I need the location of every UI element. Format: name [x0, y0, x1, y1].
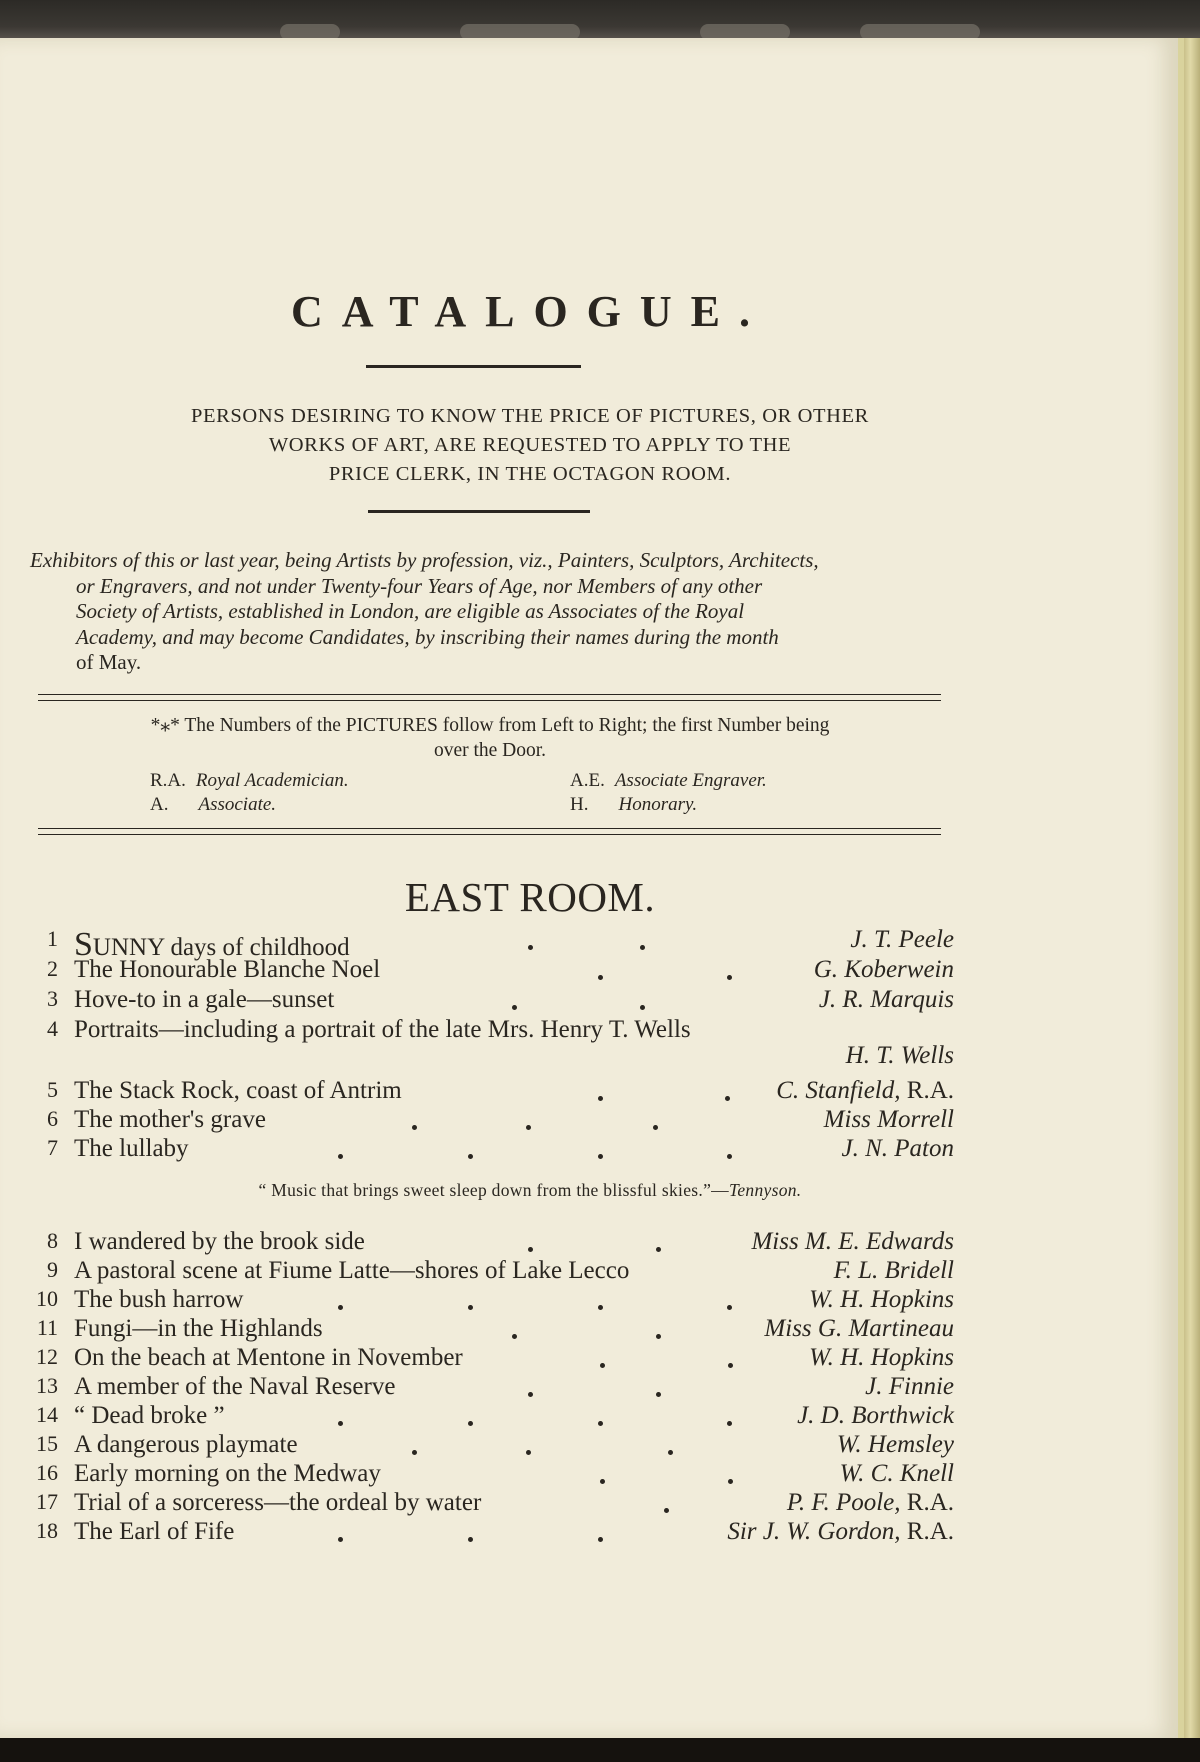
entry-number: 16 [36, 1460, 58, 1485]
entry-number: 11 [36, 1315, 58, 1340]
entry-artist: Miss G. Martineau [764, 1315, 954, 1342]
catalogue-entry [0, 1373, 960, 1403]
entry-title: “ Dead broke ” [74, 1402, 225, 1429]
entry-title: Portraits—including a portrait of the late Mrs. Henry T. Wells [74, 1016, 691, 1043]
entry-artist: C. Stanfield, R.A. [776, 1077, 954, 1104]
catalogue-entry [0, 1402, 960, 1432]
catalogue-entry [0, 1460, 960, 1490]
catalogue-entry [0, 1286, 960, 1316]
entry-artist: P. F. Poole, R.A. [786, 1489, 954, 1516]
catalogue-entry [0, 1518, 960, 1548]
entry-title: A member of the Naval Reserve [74, 1373, 396, 1400]
entry-number: 10 [36, 1286, 58, 1311]
entry-number: 2 [47, 956, 58, 981]
entry-number: 18 [36, 1518, 58, 1543]
price-notice [0, 402, 1060, 489]
catalogue-entry [0, 1257, 960, 1287]
quote-text: “ Music that brings sweet sleep down from the blissful skies.”— [258, 1180, 729, 1200]
quote-author: Tennyson. [728, 1180, 802, 1200]
catalogue-entry [0, 926, 960, 963]
exhibitors-line: Exhibitors of this or last year, being Artists by profession, viz., Painters, Sculptors, Architects, [30, 548, 819, 572]
entry-title: Hove-to in a gale—sunset [74, 986, 335, 1013]
entry-title: Early morning on the Medway [74, 1460, 381, 1487]
entry-number: 12 [36, 1344, 58, 1369]
tennyson-quote [0, 1180, 1060, 1201]
entry-title: A pastoral scene at Fiume Latte—shores of Lake Lecco [74, 1257, 630, 1284]
entry-artist: H. T. Wells [845, 1042, 954, 1069]
entry-title: Trial of a sorceress—the ordeal by water [74, 1489, 482, 1516]
catalogue-entry [0, 1228, 960, 1258]
catalogue-entry [0, 1106, 960, 1136]
entry-number: 4 [47, 1016, 58, 1041]
abbreviation-meaning: Associate Engraver. [614, 770, 767, 791]
entry-artist: W. H. Hopkins [809, 1344, 954, 1371]
page-side-edge [1184, 38, 1200, 1738]
abbreviation-code: R.A. [150, 770, 186, 791]
exhibitors-line: of May. [76, 650, 142, 674]
entry-number: 1 [47, 926, 58, 951]
entry-title: A dangerous playmate [74, 1431, 298, 1458]
catalogue-entry [0, 1315, 960, 1345]
catalogue-entry [0, 986, 960, 1016]
abbreviation-item [570, 768, 767, 793]
entry-title: On the beach at Mentone in November [74, 1344, 463, 1371]
entry-number: 6 [47, 1106, 58, 1131]
entry-number: 15 [36, 1431, 58, 1456]
catalogue-title: CATALOGUE. [290, 287, 770, 336]
abbreviation-code: H. [570, 794, 589, 815]
catalogue-entry [0, 1489, 960, 1519]
entry-number: 8 [47, 1228, 58, 1253]
double-rule [38, 694, 941, 701]
entry-artist: J. D. Borthwick [797, 1402, 954, 1429]
numbers-note-line: over the Door. [433, 740, 547, 761]
title-rule [366, 365, 581, 368]
abbreviation-item [570, 792, 697, 817]
entry-number: 5 [47, 1077, 58, 1102]
exhibitors-line: Academy, and may become Candidates, by inscribing their names during the month [76, 624, 779, 649]
entry-artist: J. Finnie [865, 1373, 954, 1400]
entry-title: The lullaby [74, 1135, 189, 1162]
abbreviation-code: A. [150, 794, 169, 815]
catalogue-entry [0, 1431, 960, 1461]
entry-artist: Sir J. W. Gordon, R.A. [727, 1518, 954, 1545]
entry-title: The bush harrow [74, 1286, 244, 1313]
entry-title: I wandered by the brook side [74, 1228, 365, 1255]
exhibitors-line: Society of Artists, established in London, are eligible as Associates of the Royal [76, 599, 745, 623]
room-title: EAST ROOM. [404, 874, 656, 920]
entry-artist: Miss M. E. Edwards [751, 1228, 954, 1255]
entry-title: The Honourable Blanche Noel [74, 956, 381, 983]
price-notice-line: PERSONS DESIRING TO KNOW THE PRICE OF PICTURES, OR OTHER [191, 405, 869, 427]
entry-title-rest: UNNY days of childhood [92, 934, 350, 961]
asterism: *⁎* [150, 715, 180, 736]
price-notice-line: WORKS OF ART, ARE REQUESTED TO APPLY TO THE [268, 434, 792, 456]
entry-artist: G. Koberwein [813, 956, 954, 983]
entry-title: The mother's grave [74, 1106, 266, 1133]
abbreviation-item [150, 768, 349, 793]
entry-artist: J. R. Marquis [818, 986, 954, 1013]
notice-rule [368, 510, 590, 513]
entry-artist: J. N. Paton [841, 1135, 954, 1162]
entry-artist: F. L. Bridell [833, 1257, 954, 1284]
entry-title: The Earl of Fife [74, 1518, 235, 1545]
entry-artist: W. H. Hopkins [809, 1286, 954, 1313]
entry-number: 14 [36, 1402, 58, 1427]
exhibitors-notice [30, 548, 942, 676]
entry-number: 17 [36, 1489, 58, 1514]
entry-title: The Stack Rock, coast of Antrim [74, 1077, 402, 1104]
entry-artist: J. T. Peele [850, 926, 954, 953]
catalogue-entry-continuation [0, 1042, 960, 1072]
catalogue-entry [0, 956, 960, 986]
catalogue-page [0, 38, 1184, 1738]
abbreviation-meaning: Honorary. [618, 794, 698, 815]
catalogue-entry [0, 1077, 960, 1107]
double-rule [38, 828, 941, 835]
page-bottom-edge [0, 1738, 1200, 1762]
price-notice-line: PRICE CLERK, IN THE OCTAGON ROOM. [328, 463, 732, 485]
numbers-note-line: The Numbers of the PICTURES follow from Left to Right; the first Number being [184, 715, 830, 736]
catalogue-entry [0, 1135, 960, 1165]
entry-artist: W. Hemsley [836, 1431, 954, 1458]
catalogue-entry [0, 1344, 960, 1374]
entry-number: 7 [47, 1135, 58, 1160]
entry-number: 13 [36, 1373, 58, 1398]
entry-title: Fungi—in the Highlands [74, 1315, 323, 1342]
abbreviation-meaning: Associate. [198, 794, 277, 815]
abbreviation-code: A.E. [570, 770, 605, 791]
numbers-note [50, 713, 930, 763]
entry-title-initial: S [74, 926, 93, 963]
abbreviation-meaning: Royal Academician. [195, 770, 349, 791]
exhibitors-line: or Engravers, and not under Twenty-four Years of Age, nor Members of any other [76, 573, 763, 598]
entry-number: 9 [47, 1257, 58, 1282]
entry-artist: Miss Morrell [823, 1106, 954, 1133]
abbreviation-item [150, 792, 276, 817]
entry-artist: W. C. Knell [839, 1460, 954, 1487]
entry-number: 3 [47, 986, 58, 1011]
